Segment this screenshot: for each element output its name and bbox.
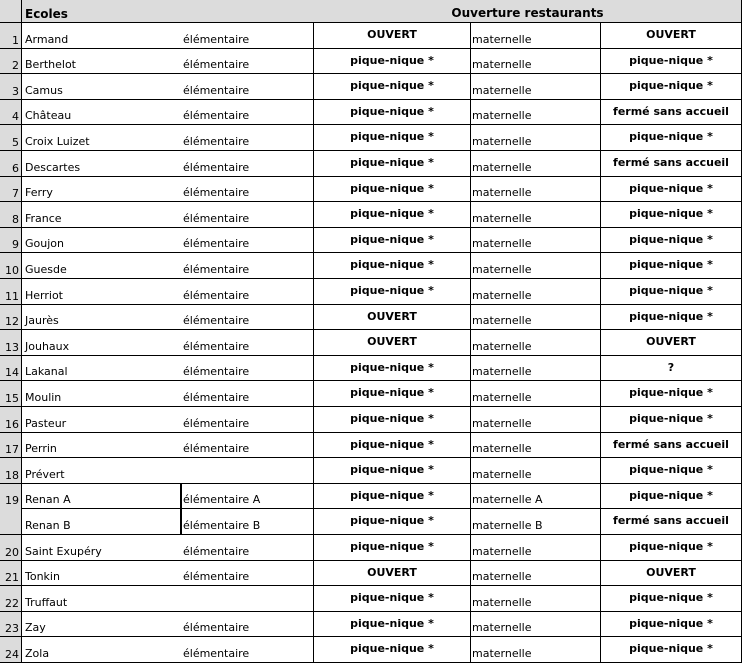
elementaire-status-cell[interactable]: pique-nique * bbox=[350, 104, 434, 118]
school-name-cell[interactable]: Pasteur bbox=[25, 416, 67, 430]
row-number-label: 15 bbox=[5, 391, 19, 405]
header-ouverture-restaurants: Ouverture restaurants bbox=[451, 6, 604, 20]
maternelle-cell[interactable]: maternelle bbox=[472, 262, 532, 276]
elementaire-status-cell[interactable]: pique-nique * bbox=[350, 156, 434, 169]
maternelle-cell[interactable]: maternelle bbox=[472, 621, 532, 635]
elementaire-status-cell[interactable]: pique-nique * bbox=[350, 412, 434, 425]
table-row bbox=[0, 637, 742, 663]
row-number-label: 17 bbox=[5, 443, 19, 457]
maternelle-cell[interactable]: maternelle bbox=[472, 288, 532, 302]
maternelle-status-cell[interactable]: pique-nique * bbox=[629, 540, 713, 553]
school-name-cell[interactable]: Lakanal bbox=[25, 365, 68, 379]
elementaire-cell[interactable]: élémentaire bbox=[183, 544, 250, 558]
maternelle-status-cell[interactable]: pique-nique * bbox=[629, 79, 713, 93]
row-number-label: 10 bbox=[5, 263, 19, 277]
school-name-cell[interactable]: Jaurès bbox=[25, 314, 59, 328]
row-number bbox=[0, 433, 21, 459]
maternelle-cell[interactable]: maternelle bbox=[472, 58, 532, 72]
table-row bbox=[0, 612, 742, 638]
elementaire-cell[interactable]: élémentaire bbox=[183, 186, 250, 200]
row-number-label: 16 bbox=[5, 417, 19, 431]
elementaire-status-cell[interactable]: pique-nique * bbox=[350, 258, 434, 272]
renan-divider bbox=[180, 484, 182, 534]
elementaire-cell[interactable]: élémentaire bbox=[183, 570, 250, 584]
maternelle-cell[interactable]: maternelle bbox=[472, 83, 532, 97]
row-number bbox=[0, 23, 21, 49]
school-name-cell[interactable]: Descartes bbox=[25, 160, 81, 174]
row-number-label: 9 bbox=[12, 238, 19, 252]
table-row bbox=[0, 330, 742, 356]
elementaire-cell[interactable]: élémentaire bbox=[183, 32, 250, 46]
row-number bbox=[0, 561, 21, 587]
school-name-cell[interactable]: Ferry bbox=[25, 186, 53, 200]
maternelle-cell[interactable]: maternelle bbox=[472, 237, 532, 251]
row-number-label: 24 bbox=[5, 647, 19, 661]
row-number-label: 3 bbox=[12, 84, 19, 98]
table-row bbox=[0, 381, 742, 407]
elementaire-status-cell[interactable]: pique-nique * bbox=[350, 642, 434, 656]
school-name-cell[interactable]: Berthelot bbox=[25, 58, 76, 72]
elementaire-cell[interactable]: élémentaire bbox=[183, 211, 250, 225]
table-row bbox=[0, 458, 742, 484]
elementaire-cell[interactable]: élémentaire bbox=[183, 314, 250, 328]
maternelle-cell[interactable]: maternelle bbox=[472, 365, 532, 379]
row-number bbox=[0, 125, 21, 151]
elementaire-status-cell[interactable]: pique-nique * bbox=[350, 79, 434, 93]
row-number-label: 11 bbox=[5, 289, 19, 303]
table-row bbox=[0, 535, 742, 561]
school-name-cell[interactable]: Saint Exupéry bbox=[25, 544, 102, 558]
elementaire-status-cell[interactable]: pique-nique * bbox=[350, 488, 434, 502]
school-name-cell[interactable]: Herriot bbox=[25, 288, 63, 302]
maternelle-status-cell[interactable]: pique-nique * bbox=[629, 616, 713, 630]
row-number-label: 6 bbox=[12, 161, 19, 175]
elementaire-cell[interactable]: élémentaire bbox=[183, 416, 250, 430]
elementaire-status-cell[interactable]: pique-nique * bbox=[350, 386, 434, 400]
row-number-label: 21 bbox=[5, 571, 19, 585]
row-number bbox=[0, 202, 21, 228]
row-number-label: 13 bbox=[5, 340, 19, 354]
row-number-label: 1 bbox=[12, 33, 19, 47]
school-name-cell[interactable]: Renan B bbox=[25, 518, 71, 532]
maternelle-status-cell[interactable]: pique-nique * bbox=[629, 309, 713, 323]
maternelle-status-cell[interactable]: pique-nique * bbox=[629, 412, 713, 425]
row-number-label: 2 bbox=[12, 59, 19, 73]
table-row bbox=[0, 509, 742, 535]
maternelle-status-cell[interactable]: pique-nique * bbox=[629, 232, 713, 246]
row-number-label: 19 bbox=[5, 494, 19, 508]
table-row bbox=[0, 151, 742, 177]
elementaire-cell[interactable]: élémentaire bbox=[183, 288, 250, 302]
row-number bbox=[0, 305, 21, 331]
maternelle-status-cell[interactable]: pique-nique * bbox=[629, 130, 713, 144]
maternelle-status-cell[interactable]: fermé sans accueil bbox=[613, 104, 729, 118]
maternelle-status-cell[interactable]: pique-nique * bbox=[629, 207, 713, 221]
maternelle-status-cell[interactable]: ? bbox=[667, 360, 675, 374]
elementaire-status-cell[interactable]: pique-nique * bbox=[350, 232, 434, 246]
maternelle-status-cell[interactable]: pique-nique * bbox=[629, 642, 713, 656]
school-name-cell[interactable]: Renan A bbox=[25, 493, 71, 507]
table-row bbox=[0, 100, 742, 126]
elementaire-status-cell[interactable]: pique-nique * bbox=[350, 360, 434, 374]
elementaire-status-cell[interactable]: pique-nique * bbox=[350, 514, 434, 528]
row-number bbox=[0, 151, 21, 177]
maternelle-status-cell[interactable]: fermé sans accueil bbox=[613, 437, 729, 451]
elementaire-cell[interactable]: élémentaire bbox=[183, 621, 250, 635]
elementaire-status-cell[interactable]: OUVERT bbox=[367, 335, 417, 349]
row-number bbox=[0, 612, 21, 638]
row-number bbox=[0, 49, 21, 75]
maternelle-status-cell[interactable]: fermé sans accueil bbox=[613, 514, 729, 528]
row-number bbox=[0, 356, 21, 382]
elementaire-status-cell[interactable]: pique-nique * bbox=[350, 130, 434, 144]
row-number bbox=[0, 509, 21, 535]
school-name-cell[interactable]: Armand bbox=[25, 32, 69, 46]
maternelle-cell[interactable]: maternelle bbox=[472, 416, 532, 430]
row-number-label: 7 bbox=[12, 187, 19, 201]
maternelle-cell[interactable]: maternelle bbox=[472, 595, 532, 609]
column-divider bbox=[600, 22, 601, 663]
table-row bbox=[0, 49, 742, 75]
maternelle-status-cell[interactable]: pique-nique * bbox=[629, 181, 713, 195]
table-row bbox=[0, 125, 742, 151]
school-name-cell[interactable]: Château bbox=[25, 109, 72, 123]
maternelle-status-cell[interactable]: pique-nique * bbox=[629, 488, 713, 502]
maternelle-cell[interactable]: maternelle bbox=[472, 160, 532, 174]
maternelle-status-cell[interactable]: fermé sans accueil bbox=[613, 156, 729, 169]
school-name-cell[interactable]: Perrin bbox=[25, 442, 57, 456]
school-name-cell[interactable]: Zay bbox=[25, 621, 46, 635]
row-number bbox=[0, 535, 21, 561]
row-number bbox=[0, 74, 21, 100]
elementaire-status-cell[interactable]: pique-nique * bbox=[350, 437, 434, 451]
maternelle-status-cell[interactable]: OUVERT bbox=[646, 335, 696, 349]
elementaire-cell[interactable]: élémentaire bbox=[183, 160, 250, 174]
row-number-label: 22 bbox=[5, 596, 19, 610]
elementaire-status-cell[interactable]: pique-nique * bbox=[350, 616, 434, 630]
elementaire-cell[interactable]: élémentaire A bbox=[183, 493, 261, 507]
maternelle-cell[interactable]: maternelle bbox=[472, 186, 532, 200]
school-name-cell[interactable]: Goujon bbox=[25, 237, 64, 251]
row-number-label: 12 bbox=[5, 315, 19, 329]
row-number bbox=[0, 458, 21, 484]
row-number-label: 18 bbox=[5, 468, 19, 482]
maternelle-cell[interactable]: maternelle bbox=[472, 646, 532, 660]
elementaire-cell[interactable]: élémentaire bbox=[183, 262, 250, 276]
row-number bbox=[0, 228, 21, 254]
row-number bbox=[0, 253, 21, 279]
row-number-label: 4 bbox=[12, 110, 19, 124]
row-number-label: 8 bbox=[12, 212, 19, 226]
school-name-cell[interactable]: Camus bbox=[25, 83, 63, 97]
row-number bbox=[0, 637, 21, 663]
maternelle-status-cell[interactable]: pique-nique * bbox=[629, 463, 713, 477]
elementaire-status-cell[interactable]: pique-nique * bbox=[350, 463, 434, 477]
school-name-cell[interactable]: Zola bbox=[25, 646, 50, 660]
elementaire-cell[interactable]: élémentaire bbox=[183, 390, 250, 404]
maternelle-cell[interactable]: maternelle A bbox=[472, 493, 543, 507]
elementaire-cell[interactable]: élémentaire bbox=[183, 339, 250, 353]
column-divider bbox=[313, 22, 314, 663]
elementaire-cell[interactable]: élémentaire bbox=[183, 646, 250, 660]
school-name-cell[interactable]: Tonkin bbox=[25, 570, 60, 584]
table-row bbox=[0, 23, 742, 49]
maternelle-cell[interactable]: maternelle bbox=[472, 544, 532, 558]
school-name-cell[interactable]: France bbox=[25, 211, 62, 225]
table-row bbox=[0, 586, 742, 612]
maternelle-cell[interactable]: maternelle bbox=[472, 109, 532, 123]
row-number bbox=[0, 586, 21, 612]
row-number bbox=[0, 484, 21, 510]
elementaire-status-cell[interactable]: OUVERT bbox=[367, 28, 417, 41]
maternelle-status-cell[interactable]: pique-nique * bbox=[629, 284, 713, 297]
elementaire-status-cell[interactable]: pique-nique * bbox=[350, 53, 434, 67]
table-row bbox=[0, 305, 742, 331]
elementaire-cell[interactable]: élémentaire B bbox=[183, 518, 261, 532]
maternelle-cell[interactable]: maternelle bbox=[472, 32, 532, 46]
row-number-label: 5 bbox=[12, 135, 19, 149]
table-row bbox=[0, 407, 742, 433]
maternelle-cell[interactable]: maternelle bbox=[472, 467, 532, 481]
school-name-cell[interactable]: Guesde bbox=[25, 262, 67, 276]
maternelle-cell[interactable]: maternelle bbox=[472, 211, 532, 225]
row-number-label: 23 bbox=[5, 622, 19, 636]
elementaire-status-cell[interactable]: pique-nique * bbox=[350, 207, 434, 221]
school-name-cell[interactable]: Moulin bbox=[25, 390, 62, 404]
maternelle-status-cell[interactable]: pique-nique * bbox=[629, 258, 713, 272]
table-row bbox=[0, 202, 742, 228]
school-name-cell[interactable]: Croix Luizet bbox=[25, 134, 90, 148]
row-number bbox=[0, 279, 21, 305]
row-number bbox=[0, 407, 21, 433]
row-number bbox=[0, 381, 21, 407]
table-row bbox=[0, 74, 742, 100]
column-divider bbox=[470, 22, 471, 663]
table-row bbox=[0, 228, 742, 254]
maternelle-cell[interactable]: maternelle bbox=[472, 314, 532, 328]
row-number bbox=[0, 177, 21, 203]
maternelle-status-cell[interactable]: pique-nique * bbox=[629, 53, 713, 67]
elementaire-cell[interactable]: élémentaire bbox=[183, 134, 250, 148]
school-name-cell[interactable]: Truffaut bbox=[25, 595, 68, 609]
column-divider bbox=[21, 0, 22, 663]
header-ecoles: Ecoles bbox=[25, 7, 68, 21]
table-row bbox=[0, 279, 742, 305]
elementaire-cell[interactable]: élémentaire bbox=[183, 83, 250, 97]
maternelle-status-cell[interactable]: OUVERT bbox=[646, 565, 696, 579]
school-name-cell[interactable]: Jouhaux bbox=[25, 339, 70, 353]
row-number bbox=[0, 330, 21, 356]
row-number-label: 20 bbox=[5, 545, 19, 559]
elementaire-cell[interactable]: élémentaire bbox=[183, 109, 250, 123]
elementaire-cell[interactable]: élémentaire bbox=[183, 237, 250, 251]
maternelle-status-cell[interactable]: pique-nique * bbox=[629, 591, 713, 605]
header-row bbox=[0, 0, 742, 22]
header-divider bbox=[0, 22, 742, 23]
maternelle-cell[interactable]: maternelle bbox=[472, 339, 532, 353]
elementaire-status-cell[interactable]: OUVERT bbox=[367, 309, 417, 323]
table-row bbox=[0, 356, 742, 382]
elementaire-cell[interactable]: élémentaire bbox=[183, 365, 250, 379]
elementaire-cell[interactable]: élémentaire bbox=[183, 442, 250, 456]
table-row bbox=[0, 561, 742, 587]
elementaire-status-cell[interactable]: pique-nique * bbox=[350, 284, 434, 297]
elementaire-status-cell[interactable]: pique-nique * bbox=[350, 591, 434, 605]
table-row bbox=[0, 253, 742, 279]
maternelle-status-cell[interactable]: pique-nique * bbox=[629, 386, 713, 400]
elementaire-status-cell[interactable]: OUVERT bbox=[367, 565, 417, 579]
maternelle-cell[interactable]: maternelle B bbox=[472, 518, 543, 532]
school-name-cell[interactable]: Prévert bbox=[25, 467, 65, 481]
elementaire-status-cell[interactable]: pique-nique * bbox=[350, 540, 434, 553]
table-row bbox=[0, 484, 742, 510]
maternelle-status-cell[interactable]: OUVERT bbox=[646, 28, 696, 41]
row-number bbox=[0, 100, 21, 126]
maternelle-cell[interactable]: maternelle bbox=[472, 134, 532, 148]
elementaire-status-cell[interactable]: pique-nique * bbox=[350, 181, 434, 195]
maternelle-cell[interactable]: maternelle bbox=[472, 390, 532, 404]
maternelle-cell[interactable]: maternelle bbox=[472, 442, 532, 456]
elementaire-cell[interactable]: élémentaire bbox=[183, 58, 250, 72]
table-row bbox=[0, 433, 742, 459]
maternelle-cell[interactable]: maternelle bbox=[472, 570, 532, 584]
table-row bbox=[0, 177, 742, 203]
row-number-label: 14 bbox=[5, 366, 19, 380]
